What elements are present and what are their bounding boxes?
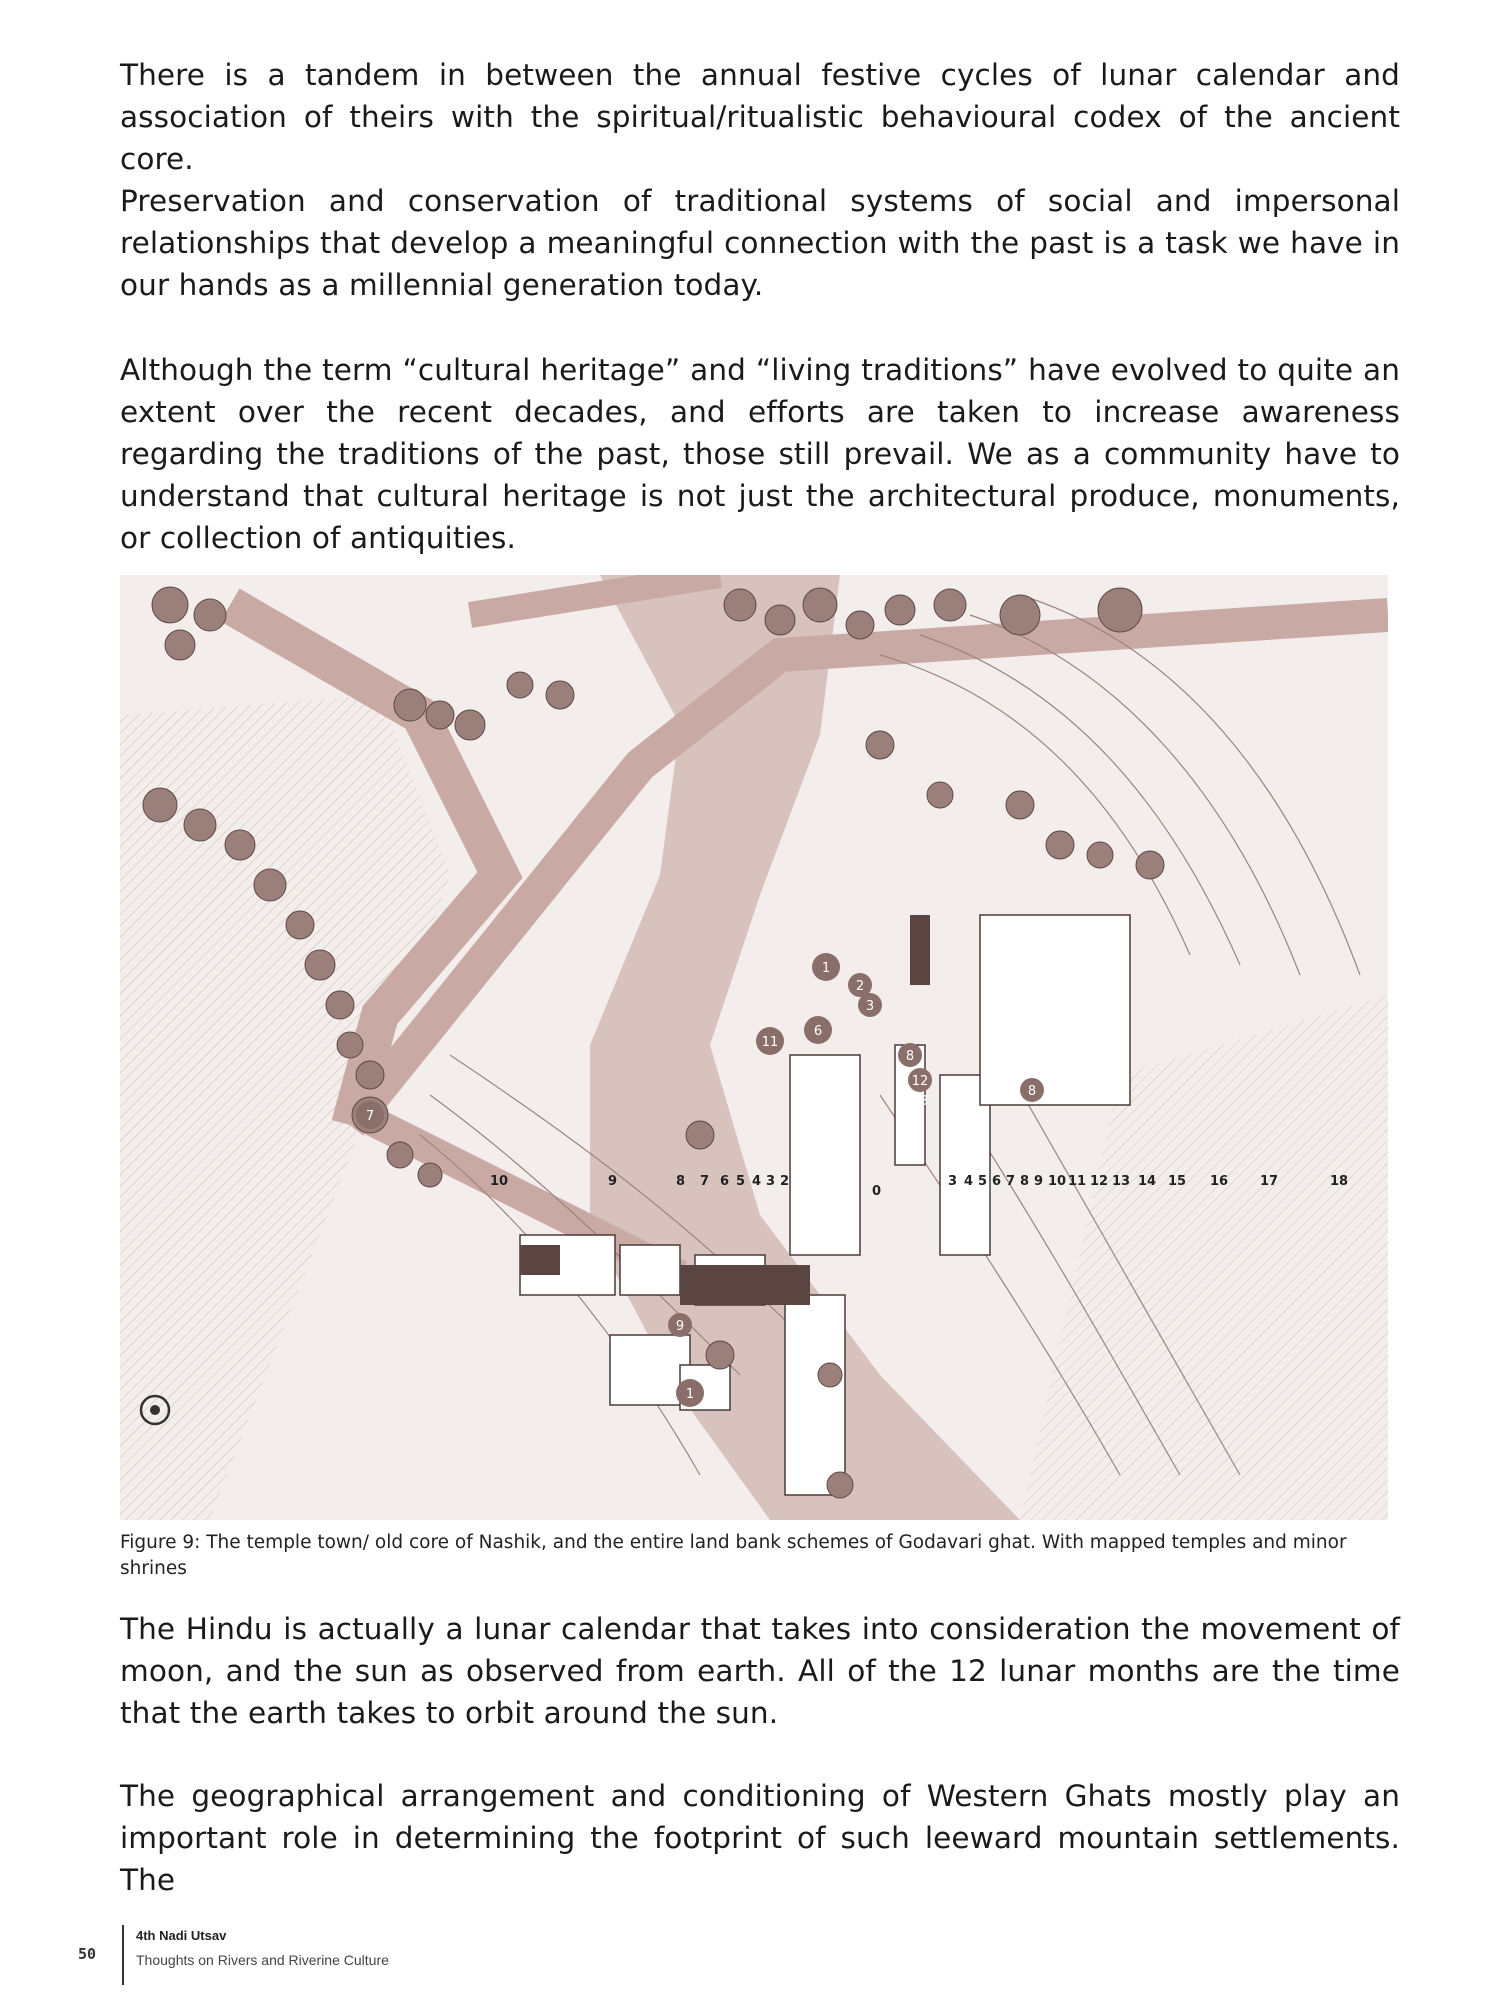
ghat-label: 10 [490, 1174, 509, 1189]
temple-marker-label: 6 [813, 1024, 823, 1039]
temple-marker-label: 8 [1027, 1084, 1037, 1099]
body-paragraph: The Hindu is actually a lunar calendar that takes into consideration the movement of moon, and the sun as observed from earth. All of the 12 lunar months are the time that the earth takes to orbit around the sun. [120, 1612, 1400, 1730]
temple-marker-label: 2 [855, 979, 865, 994]
temple-marker-label: 12 [911, 1074, 929, 1089]
ghat-label: 5 [978, 1174, 988, 1189]
ghat-label: 17 [1260, 1174, 1279, 1189]
site-plan-map [120, 575, 1388, 1520]
temple-marker-label: 7 [365, 1109, 375, 1124]
ghat-label: 7 [700, 1174, 710, 1189]
ghat-label: 8 [1020, 1174, 1030, 1189]
ghat-label: 16 [1210, 1174, 1229, 1189]
ghat-label: 3 [948, 1174, 958, 1189]
ghat-label: 0 [872, 1184, 882, 1199]
body-paragraph: Although the term “cultural heritage” and “living traditions” have evolved to quite an extent over the recent decades, and efforts are taken to increase awareness regarding the traditions of the past, those still prevail. We as a community have to understand that cultural heritage is not just the architectural produce, monuments, or collection of antiquities. [120, 353, 1400, 555]
figure-caption: Figure 9: The temple town/ old core of Nashik, and the entire land bank schemes of Godavari ghat. With mapped temples and minor shrines [120, 1532, 1347, 1579]
temple-marker-label: 13 [911, 1094, 929, 1109]
site-plan-figure [120, 575, 1388, 1520]
ghat-label: 9 [608, 1174, 618, 1189]
body-paragraph: The geographical arrangement and conditioning of Western Ghats mostly play an important role in determining the footprint of such leeward mountain settlements. The [120, 1779, 1400, 1897]
body-paragraph: Preservation and conservation of traditional systems of social and impersonal relationships that develop a meaningful connection with the past is a task we have in our hands as a millennial generation today. [120, 184, 1400, 302]
temple-marker-label: 3 [865, 999, 875, 1014]
page-number: 50 [78, 1945, 97, 1963]
ghat-label: 14 [1138, 1174, 1157, 1189]
ghat-label: 13 [1112, 1174, 1131, 1189]
ghat-label: 5 [736, 1174, 746, 1189]
temple-marker-label: 1 [685, 1387, 695, 1402]
ghat-label: 6 [720, 1174, 730, 1189]
ghat-label: 2 [780, 1174, 790, 1189]
publication-title: 4th Nadi Utsav [136, 1928, 227, 1943]
ghat-label: 4 [752, 1174, 762, 1189]
ghat-label: 7 [1006, 1174, 1016, 1189]
ghat-label: 4 [964, 1174, 974, 1189]
ghat-label: 11 [1068, 1174, 1087, 1189]
ghat-label: 3 [766, 1174, 776, 1189]
body-paragraph: There is a tandem in between the annual festive cycles of lunar calendar and association of theirs with the spiritual/ritualistic behavioural codex of the ancient core. [120, 58, 1400, 176]
publication-subtitle: Thoughts on Rivers and Riverine Culture [136, 1952, 389, 1968]
ghat-label: 9 [1034, 1174, 1044, 1189]
ghat-label: 15 [1168, 1174, 1187, 1189]
ghat-label: 10 [1048, 1174, 1067, 1189]
ghat-label: 12 [1090, 1174, 1109, 1189]
ghat-label: 18 [1330, 1174, 1349, 1189]
temple-marker-label: 8 [905, 1049, 915, 1064]
ghat-label: 6 [992, 1174, 1002, 1189]
temple-marker-label: 9 [675, 1319, 685, 1334]
temple-marker-label: 1 [821, 961, 831, 976]
temple-marker-label: 11 [761, 1035, 779, 1050]
ghat-label: 8 [676, 1174, 686, 1189]
footer-divider [122, 1925, 124, 1985]
